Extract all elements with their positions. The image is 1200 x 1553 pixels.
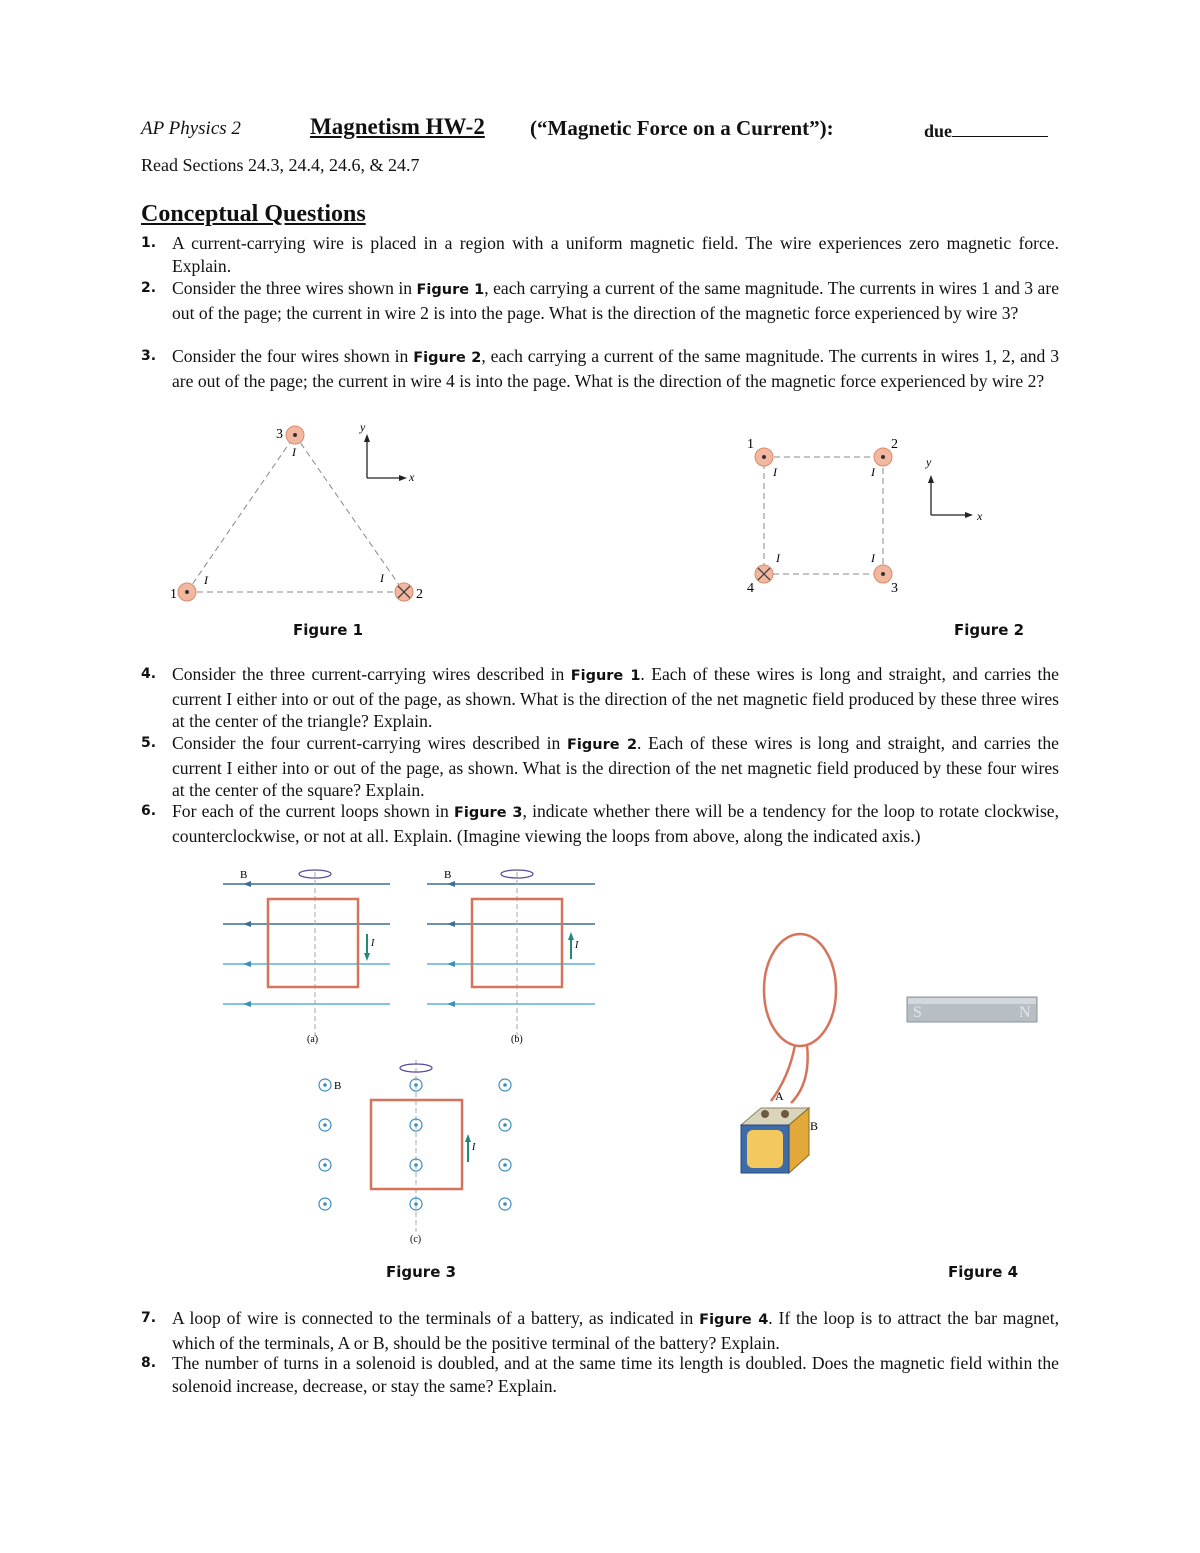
axis-x-label: x (409, 470, 415, 484)
question-number: 2. (141, 280, 157, 296)
current-loop (268, 899, 358, 987)
panel-label-b: (b) (511, 1034, 523, 1045)
figure-reference: Figure 2 (413, 350, 482, 366)
question-text: Consider the three current-carrying wires described in (172, 664, 571, 684)
question-5 (141, 732, 1059, 802)
bar-magnet (907, 997, 1037, 1022)
reading-assignment: Read Sections 24.3, 24.4, 24.6, & 24.7 (141, 155, 420, 175)
wire-loop (764, 934, 836, 1046)
figure-1-diagram (160, 418, 440, 608)
question-number: 8. (141, 1355, 157, 1371)
current-label: I (871, 551, 875, 565)
terminal-a-label: A (775, 1089, 784, 1103)
wire-label-4: 4 (747, 581, 754, 596)
due-blank-line (952, 120, 1048, 137)
field-label: B (240, 869, 248, 881)
figure-reference: Figure 1 (416, 282, 485, 298)
question-text: Consider the four wires shown in (172, 346, 414, 366)
question-text: For each of the current loops shown in (172, 801, 454, 821)
current-label: I (380, 571, 384, 585)
question-number: 3. (141, 348, 157, 364)
field-out-of-page-dots (319, 1079, 511, 1210)
due-date-field (924, 120, 1048, 142)
question-2 (141, 277, 1059, 324)
wire-1-out-of-page (178, 583, 196, 601)
panel-label-c: (c) (410, 1234, 422, 1245)
question-text: A current-carrying wire is placed in a region with a uniform magnetic field. The wire experiences zero magnetic force. Explain. (172, 233, 1059, 276)
current-label: I (292, 445, 296, 459)
question-3 (141, 345, 1059, 392)
question-text: A loop of wire is connected to the terminals of a battery, as indicated in (172, 1308, 700, 1328)
figure-1-caption: Figure 1 (293, 621, 364, 639)
assignment-subtitle: (“Magnetic Force on a Current”): (530, 116, 834, 140)
course-name: AP Physics 2 (141, 118, 241, 139)
question-6 (141, 800, 1059, 847)
question-number: 1. (141, 235, 157, 251)
current-label: I (575, 940, 579, 951)
current-label: I (204, 573, 208, 587)
wire-2-out-of-page (874, 448, 892, 466)
question-text: . If the loop is to attract the bar magnet, which of the terminals, A or B, should be the positive terminal of the battery? Explain. (172, 1308, 1059, 1353)
square-dashed-lines (764, 457, 883, 574)
question-text: Consider the four current-carrying wires described in (172, 733, 567, 753)
field-label: B (334, 1080, 342, 1092)
assignment-title: Magnetism HW-2 (310, 114, 485, 139)
panel-a (223, 869, 390, 1045)
panel-b (427, 869, 595, 1045)
current-label: I (371, 938, 375, 949)
current-label: I (773, 465, 777, 479)
question-1 (141, 232, 1059, 277)
question-text: Consider the three wires shown in (172, 278, 417, 298)
question-text: . Each of these wires is long and straight, and carries the current I either into or out of the page, as shown. What is the direction of the net magnetic field produced by these four wires at the center of the square? Explain. (172, 733, 1059, 800)
figure-4-caption: Figure 4 (948, 1263, 1019, 1281)
figure-3-caption: Figure 3 (386, 1263, 457, 1281)
field-label: B (444, 869, 452, 881)
wire-label-2: 2 (416, 587, 423, 602)
terminal-b-label: B (810, 1119, 819, 1133)
question-text: , indicate whether there will be a tendency for the loop to rotate clockwise, counterclockwise, or not at all. Explain. (Imagine viewing the loops from above, along the indicated axis.) (172, 801, 1059, 846)
panel-c (319, 1060, 511, 1245)
wire-1-out-of-page (755, 448, 773, 466)
question-number: 7. (141, 1310, 157, 1326)
wire-label-1: 1 (747, 437, 754, 452)
axis-x-label: x (977, 509, 983, 523)
wire-label-2: 2 (891, 437, 898, 452)
wire-label-3: 3 (891, 581, 898, 596)
magnet-pole-n: N (1019, 1004, 1031, 1021)
current-label: I (776, 551, 780, 565)
question-text: , each carrying a current of the same magnitude. The currents in wires 1 and 3 are out of the page; the current in wire 2 is into the page. What is the direction of the magnetic force experienced by wire 3? (172, 278, 1060, 323)
axes-icon (928, 475, 973, 518)
question-number: 4. (141, 666, 157, 682)
question-8 (141, 1352, 1059, 1397)
wire-label-1: 1 (170, 587, 177, 602)
figure-2-caption: Figure 2 (954, 621, 1025, 639)
figure-4-diagram (725, 925, 1045, 1180)
wire-label-3: 3 (276, 427, 283, 442)
question-text: . Each of these wires is long and straight, and carries the current I either into or out of the page, as shown. What is the direction of the net magnetic field produced by these three wires at the center of the triangle? Explain. (172, 664, 1059, 731)
question-text: The number of turns in a solenoid is doubled, and at the same time its length is doubled. Does the magnetic field within the solenoid increase, decrease, or stay the same? Explain. (172, 1353, 1059, 1396)
question-number: 5. (141, 735, 157, 751)
question-number: 6. (141, 803, 157, 819)
figure-reference: Figure 4 (699, 1312, 769, 1328)
battery-icon (741, 1108, 809, 1173)
current-label: I (871, 465, 875, 479)
section-title: Conceptual Questions (141, 201, 366, 227)
wire-4-into-page (755, 565, 773, 583)
axis-y-label: y (360, 420, 366, 434)
question-4 (141, 663, 1059, 733)
wire-3-out-of-page (286, 426, 304, 444)
figure-reference: Figure 3 (453, 805, 523, 821)
magnet-pole-s: S (913, 1004, 922, 1021)
figure-reference: Figure 1 (570, 668, 641, 684)
axes-icon (364, 434, 407, 481)
axis-y-label: y (926, 455, 932, 469)
figure-2-diagram (740, 432, 1000, 602)
panel-label-a: (a) (307, 1034, 319, 1045)
wire-2-into-page (395, 583, 413, 601)
due-label: due (924, 121, 953, 141)
wire-3-out-of-page (874, 565, 892, 583)
question-text: , each carrying a current of the same magnitude. The currents in wires 1, 2, and 3 are out of the page; the current in wire 4 is into the page. What is the direction of the magnetic force experienced by wire 2? (172, 346, 1060, 391)
figure-reference: Figure 2 (567, 737, 638, 753)
question-7 (141, 1307, 1059, 1354)
figure-3-diagram (215, 862, 605, 1247)
current-label: I (472, 1142, 476, 1153)
